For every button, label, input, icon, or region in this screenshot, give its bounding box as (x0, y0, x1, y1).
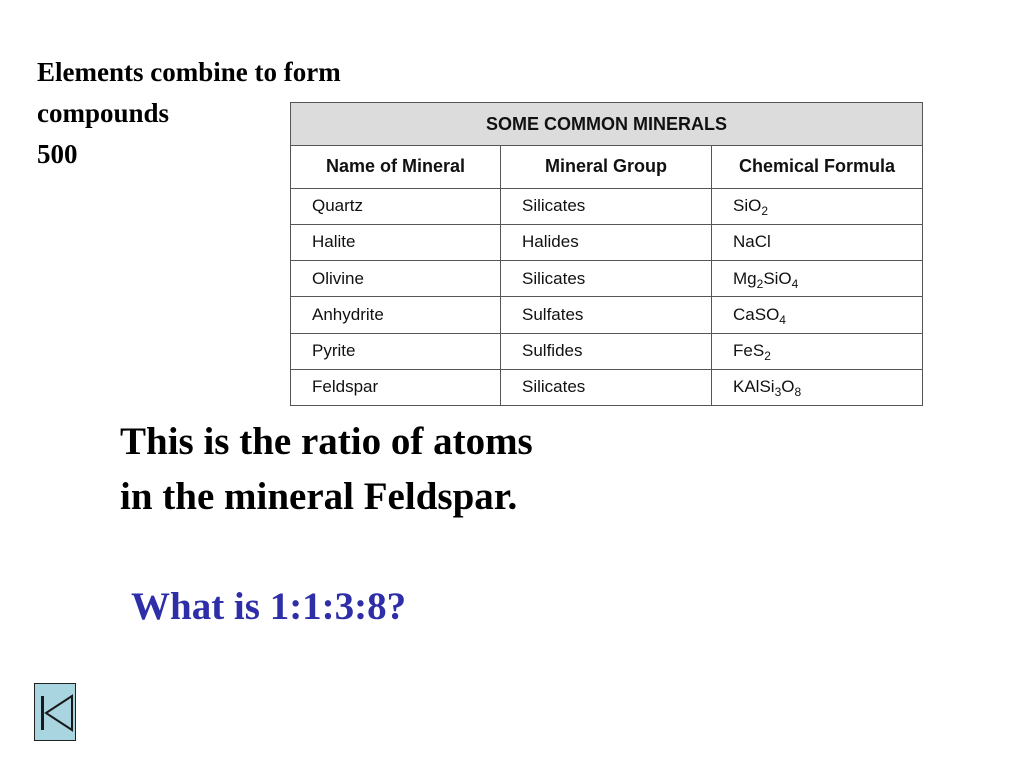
formula-text: O (781, 377, 795, 397)
category-title-line-2: compounds (37, 98, 170, 128)
table-row (291, 369, 923, 405)
mineral-group-cell: Silicates (501, 188, 712, 224)
table-body (291, 188, 923, 405)
answer-text: What is 1:1:3:8? (131, 585, 407, 628)
table-row (291, 224, 923, 260)
minerals-table (290, 102, 923, 406)
table-row (291, 297, 923, 333)
chemical-formula-cell (712, 261, 923, 297)
column-header-formula: Chemical Formula (712, 146, 923, 188)
chemical-formula-cell (712, 369, 923, 405)
formula-text: CaSO (733, 304, 780, 324)
chemical-formula-cell (712, 297, 923, 333)
formula-text: SiO (733, 196, 762, 216)
mineral-name-cell: Anhydrite (291, 297, 501, 333)
column-header-group: Mineral Group (501, 146, 712, 188)
mineral-group-cell: Halides (501, 224, 712, 260)
mineral-group-cell: Sulfides (501, 333, 712, 369)
clue-line-2: in the mineral Feldspar. (120, 475, 518, 518)
formula-subscript: 2 (764, 349, 771, 364)
formula-text: NaCl (733, 232, 771, 252)
formula-text: FeS (733, 341, 765, 361)
table-header-row (291, 146, 923, 188)
mineral-group-cell: Silicates (501, 369, 712, 405)
chemical-formula-cell (712, 224, 923, 260)
formula-text: SiO (763, 268, 792, 288)
table-row (291, 261, 923, 297)
formula-text: KAlSi (733, 377, 775, 397)
formula-text: Mg (733, 268, 757, 288)
back-to-start-icon (35, 684, 77, 742)
formula-subscript: 2 (761, 204, 769, 219)
mineral-group-cell: Sulfates (501, 297, 712, 333)
formula-subscript: 4 (779, 312, 786, 327)
formula-subscript: 8 (794, 385, 802, 400)
table-title-row (291, 103, 923, 146)
chemical-formula-cell (712, 188, 923, 224)
table-title: SOME COMMON MINERALS (291, 103, 923, 146)
clue-text (120, 414, 533, 524)
formula-subscript: 4 (791, 276, 799, 291)
clue-line-1: This is the ratio of atoms (120, 420, 533, 463)
category-title-line-1: Elements combine to form (37, 57, 341, 87)
point-value: 500 (37, 139, 78, 169)
mineral-name-cell: Feldspar (291, 369, 501, 405)
back-to-start-button[interactable] (34, 683, 76, 741)
column-header-name: Name of Mineral (291, 146, 501, 188)
mineral-name-cell: Pyrite (291, 333, 501, 369)
formula-subscript: 2 (756, 276, 764, 291)
table-row (291, 188, 923, 224)
mineral-name-cell: Quartz (291, 188, 501, 224)
mineral-group-cell: Silicates (501, 261, 712, 297)
chemical-formula-cell (712, 333, 923, 369)
table-row (291, 333, 923, 369)
mineral-name-cell: Halite (291, 224, 501, 260)
mineral-name-cell: Olivine (291, 261, 501, 297)
formula-subscript: 3 (774, 385, 782, 400)
